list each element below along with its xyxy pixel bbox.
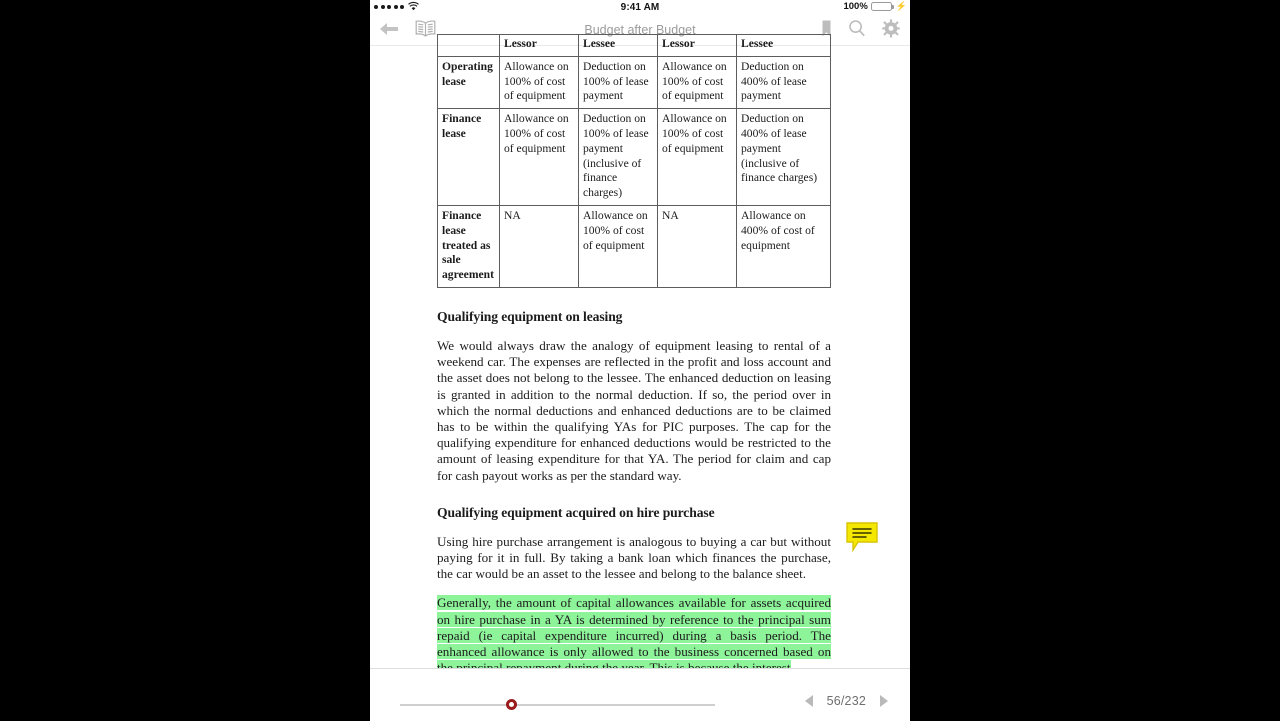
battery-full-icon bbox=[871, 2, 892, 12]
cell-r2-c3: NA bbox=[658, 205, 737, 287]
page-title: Budget after Budget bbox=[584, 23, 696, 37]
cell-r0-c2: Deduction on 100% of lease payment bbox=[579, 56, 658, 108]
cell-r2-c2: Allowance on 100% of cost of equipment bbox=[579, 205, 658, 287]
battery-percent-label: 100% bbox=[843, 1, 868, 12]
lease-comparison-table bbox=[437, 34, 831, 288]
page-indicator-label: 56/232 bbox=[826, 694, 866, 708]
highlight-span: Generally, the amount of capital allowances available for assets acquired on hire purchase in a YA is determined by reference to the principal sum repaid (ie capital expenditure incurred) during a basis period. The enhanced allowance is only allowed to the business concerned based on bbox=[437, 595, 831, 675]
table-header-row bbox=[438, 35, 831, 57]
cell-r1-c1: Allowance on 100% of cost of equipment bbox=[500, 109, 579, 206]
page-slider-thumb[interactable] bbox=[506, 699, 517, 710]
status-bar-right bbox=[843, 1, 907, 12]
page-slider[interactable] bbox=[400, 698, 715, 712]
reader-app-window bbox=[370, 0, 910, 720]
previous-page-triangle-icon[interactable] bbox=[805, 695, 813, 707]
page-navigator bbox=[805, 694, 888, 708]
paragraph-highlighted-capital-allowances bbox=[437, 595, 831, 676]
heading-qualifying-equipment-leasing: Qualifying equipment on leasing bbox=[437, 308, 623, 324]
document-page[interactable] bbox=[370, 37, 910, 668]
bottom-toolbar bbox=[370, 668, 910, 721]
next-page-triangle-icon[interactable] bbox=[880, 695, 888, 707]
table-header-cell-blank bbox=[438, 35, 500, 57]
row-head-finance-lease: Finance lease bbox=[438, 109, 500, 206]
table-row bbox=[438, 109, 831, 206]
cell-r0-c4: Deduction on 400% of lease payment bbox=[737, 56, 831, 108]
row-head-operating-lease: Operating lease bbox=[438, 56, 500, 108]
lightning-bolt-icon: ⚡ bbox=[895, 1, 907, 11]
cell-r1-c3: Allowance on 100% of cost of equipment bbox=[658, 109, 737, 206]
status-bar bbox=[370, 0, 910, 16]
cell-r0-c3: Allowance on 100% of cost of equipment bbox=[658, 56, 737, 108]
search-icon[interactable] bbox=[848, 19, 866, 38]
table-header-cell-lessor-2: Lessor bbox=[658, 35, 737, 57]
table-header-cell-lessee-2: Lessee bbox=[737, 35, 831, 57]
cell-r2-c4: Allowance on 400% of cost of equipment bbox=[737, 205, 831, 287]
gear-icon[interactable] bbox=[882, 19, 900, 38]
table-header-cell-lessee-1: Lessee bbox=[579, 35, 658, 57]
paragraph-qualifying-equipment-leasing: We would always draw the analogy of equipment leasing to rental of a weekend car. The expenses are reflected in the profit and loss account and the asset does not belong to the lessee. The enhanced deduction on leasing is granted in addition to the normal deduction. If so, the period over in which the normal deductions and enhanced deductions are to be claimed has to be within the qualifying YAs for PIC purposes. The cap for the qualifying expenditure for enhanced deductions would be restricted to the amount of leasing expenditure for that YA. The period for claim and cap for cash payout works as per the standard way. bbox=[437, 337, 831, 483]
cell-r2-c1: NA bbox=[500, 205, 579, 287]
nav-bar-right-group bbox=[821, 19, 900, 38]
table-header-cell-lessor-1: Lessor bbox=[500, 35, 579, 57]
status-bar-time: 9:41 AM bbox=[620, 2, 660, 13]
table-row bbox=[438, 205, 831, 287]
paragraph-hire-purchase: Using hire purchase arrangement is analogous to buying a car but without paying for it in full. By taking a bank loan which finances the purchase, the car would be an asset to the lessee and belong to the balance sheet. bbox=[437, 533, 831, 582]
row-head-finance-lease-sale: Finance lease treated as sale agreement bbox=[438, 205, 500, 287]
cell-r0-c1: Allowance on 100% of cost of equipment bbox=[500, 56, 579, 108]
page-slider-track[interactable] bbox=[400, 704, 715, 706]
sticky-note-icon[interactable] bbox=[845, 521, 879, 553]
document-body bbox=[437, 34, 831, 676]
cell-r1-c4: Deduction on 400% of lease payment (inclusive of finance charges) bbox=[737, 109, 831, 206]
table-row bbox=[438, 56, 831, 108]
heading-qualifying-equipment-hire-purchase: Qualifying equipment acquired on hire purchase bbox=[437, 504, 715, 520]
cell-r1-c2: Deduction on 100% of lease payment (inclusive of finance charges) bbox=[579, 109, 658, 206]
